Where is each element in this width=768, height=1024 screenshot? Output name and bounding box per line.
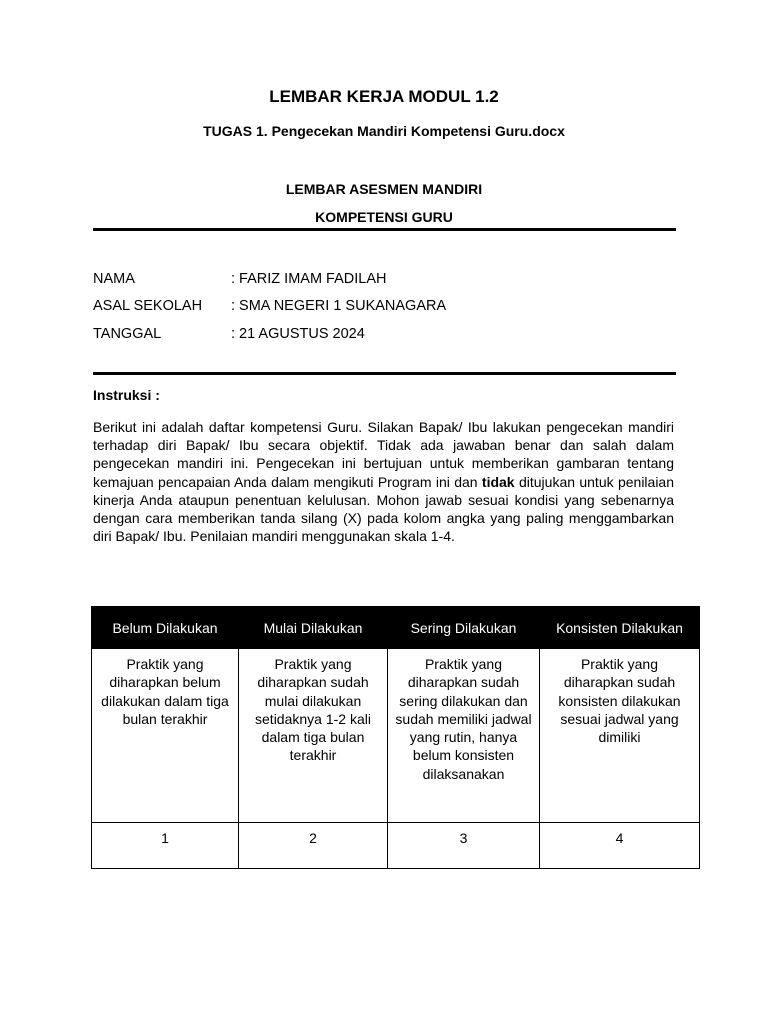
score-cell[interactable]: 3 xyxy=(388,823,540,869)
instructions-bold-word: tidak xyxy=(481,473,515,490)
table-cell: Praktik yang diharapkan sudah mulai dilakukan setidaknya 1-2 kali dalam tiga bulan terakhir xyxy=(239,649,388,823)
page-title: LEMBAR KERJA MODUL 1.2 xyxy=(269,87,499,106)
table-header-row xyxy=(92,607,700,649)
table-cell: Praktik yang diharapkan sudah sering dilakukan dan sudah memiliki jadwal yang rutin, hanya belum konsisten dilaksanakan xyxy=(388,649,540,823)
table-row xyxy=(92,649,700,823)
instructions-title: Instruksi : xyxy=(93,387,160,403)
table-header-cell: Konsisten Dilakukan xyxy=(540,607,700,649)
section-title: LEMBAR ASESMEN MANDIRI xyxy=(285,181,483,197)
table-row xyxy=(92,823,700,869)
instructions-text: Berikut ini adalah daftar kompetensi Guru. Silakan Bapak/ Ibu lakukan pengecekan mandiri terhadap diri Bapak/ Ibu secara objektif. Tidak ada jawaban benar dan salah dalam pengecekan mandiri ini. Pengecekan ini bertujuan untuk memberikan gambaran tentang kemajuan pencapaian Anda dalam mengikuti Program ini dan xyxy=(93,419,674,490)
identity-value: : 21 AGUSTUS 2024 xyxy=(231,326,365,342)
table-cell: Praktik yang diharapkan belum dilakukan dalam tiga bulan terakhir xyxy=(92,649,239,823)
instructions-paragraph xyxy=(93,418,674,545)
table-cell: Praktik yang diharapkan sudah konsisten dilakukan sesuai jadwal yang dimiliki xyxy=(540,649,700,823)
divider-bottom xyxy=(93,372,676,375)
identity-label: TANGGAL xyxy=(93,326,162,342)
scale-table xyxy=(91,606,700,869)
page-subtitle: TUGAS 1. Pengecekan Mandiri Kompetensi Guru.docx xyxy=(203,123,565,139)
divider-top xyxy=(93,228,676,231)
instructions-text: ditujukan untuk penilaian kinerja Anda ataupun penentuan kelulusan. Mohon jawab sesuai kondisi yang sebenarnya dengan cara memberikan tanda silang (X) pada kolom angka yang paling menggambarkan diri Bapak/ Ibu. Penilaian mandiri menggunakan skala 1-4. xyxy=(93,473,675,545)
identity-label: ASAL SEKOLAH xyxy=(93,298,203,314)
table-header-cell: Belum Dilakukan xyxy=(92,607,239,649)
identity-value: : SMA NEGERI 1 SUKANAGARA xyxy=(231,298,447,314)
table-header-cell: Sering Dilakukan xyxy=(388,607,540,649)
score-cell[interactable]: 1 xyxy=(92,823,239,869)
identity-label: NAMA xyxy=(93,271,135,287)
table-header-cell: Mulai Dilakukan xyxy=(239,607,388,649)
score-cell[interactable]: 4 xyxy=(540,823,700,869)
score-cell[interactable]: 2 xyxy=(239,823,388,869)
identity-value: : FARIZ IMAM FADILAH xyxy=(231,271,387,287)
section-subtitle: KOMPETENSI GURU xyxy=(315,209,453,225)
